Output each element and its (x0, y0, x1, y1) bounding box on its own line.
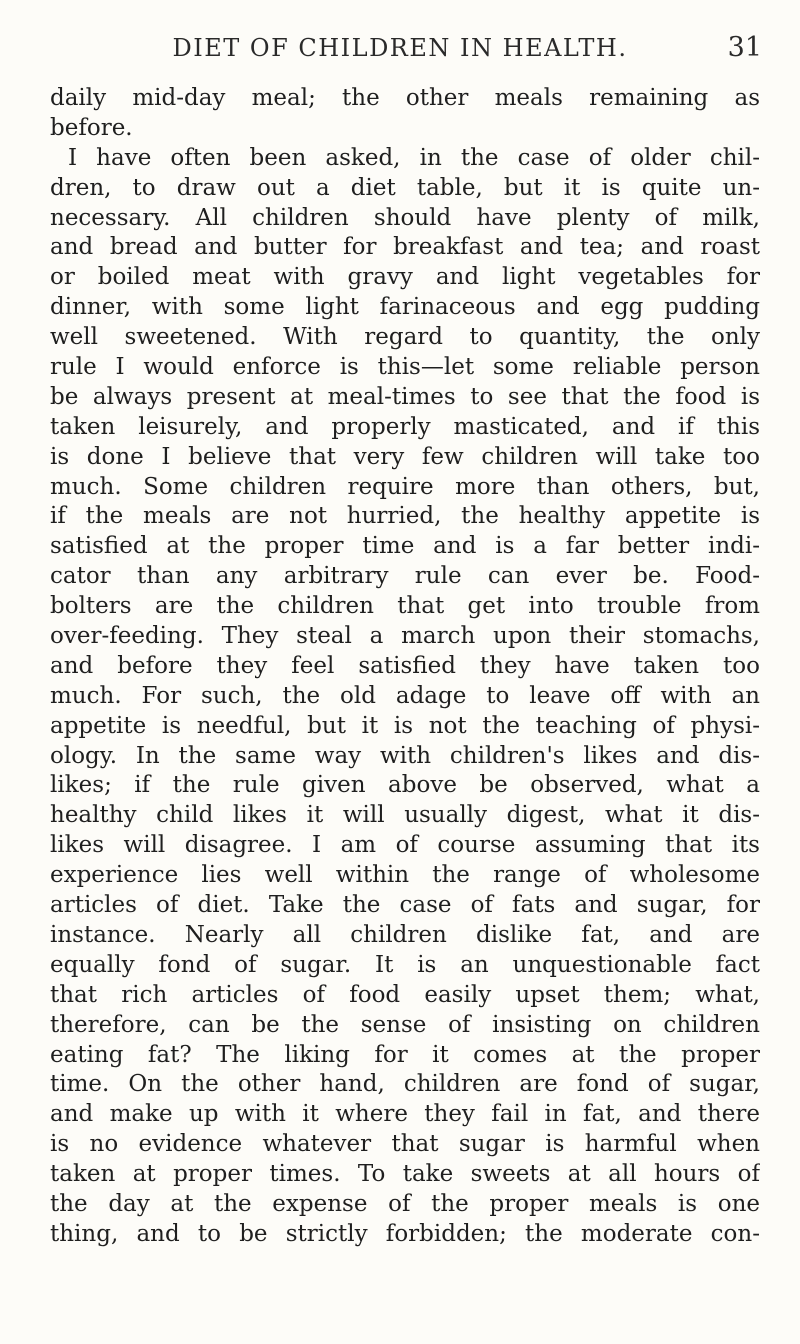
body-text (50, 84, 760, 1250)
text-line: the day at the expense of the proper meals is one (50, 1190, 760, 1217)
text-line: over-feeding. They steal a march upon their stomachs, (50, 623, 760, 650)
text-line: thing, and to be strictly forbidden; the moderate con- (50, 1220, 760, 1247)
text-line: rule I would enforce is this—let some reliable person (50, 354, 760, 381)
text-line: well sweetened. With regard to quantity, the only (50, 324, 760, 351)
text-line: experience lies well within the range of wholesome (50, 862, 760, 889)
text-line: cator than any arbitrary rule can ever be. Food- (50, 563, 760, 590)
text-line: dinner, with some light farinaceous and egg pudding (50, 294, 760, 321)
text-line: be always present at meal-times to see that the food is (50, 383, 760, 410)
text-line: daily mid-day meal; the other meals remaining as (50, 85, 760, 111)
text-line: and before they feel satisfied they have taken too (50, 652, 760, 679)
text-line: much. For such, the old adage to leave off with an (50, 682, 760, 709)
text-line: taken leisurely, and properly masticated, and if this (50, 413, 760, 440)
text-line: dren, to draw out a diet table, but it is quite un- (50, 174, 760, 201)
text-line: time. On the other hand, children are fond of sugar, (50, 1071, 760, 1098)
text-line: is no evidence whatever that sugar is harmful when (50, 1131, 760, 1158)
text-line: therefore, can be the sense of insisting on children (50, 1011, 760, 1038)
text-line: eating fat? The liking for it comes at the proper (50, 1041, 760, 1068)
text-line: necessary. All children should have plenty of milk, (50, 204, 760, 231)
text-line: bolters are the children that get into trouble from (50, 593, 760, 620)
text-line: appetite is needful, but it is not the teaching of physi- (50, 712, 760, 739)
running-head-title: DIET OF CHILDREN IN HEALTH. (172, 34, 628, 62)
page-number: 31 (727, 32, 762, 63)
text-line: that rich articles of food easily upset them; what, (50, 981, 760, 1008)
text-line: or boiled meat with gravy and light vegetables for (50, 264, 760, 291)
text-line: likes will disagree. I am of course assuming that its (50, 832, 760, 859)
text-line: if the meals are not hurried, the healthy appetite is (50, 503, 760, 530)
text-line: equally fond of sugar. It is an unquestionable fact (50, 951, 760, 978)
text-line: articles of diet. Take the case of fats and sugar, for (50, 892, 760, 919)
text-line: and make up with it where they fail in fat, and there (50, 1101, 760, 1128)
text-line: before. (50, 114, 133, 141)
text-line: is done I believe that very few children will take too (50, 443, 760, 470)
text-line: ology. In the same way with children's likes and dis- (50, 742, 760, 769)
text-line: much. Some children require more than others, but, (50, 473, 760, 500)
text-line: healthy child likes it will usually digest, what it dis- (50, 802, 760, 829)
text-line: instance. Nearly all children dislike fat, and are (50, 921, 760, 948)
text-line: taken at proper times. To take sweets at all hours of (50, 1161, 760, 1188)
text-line: likes; if the rule given above be observed, what a (50, 772, 760, 799)
text-line: satisfied at the proper time and is a far better indi- (50, 533, 760, 560)
text-line: I have often been asked, in the case of older chil- (68, 144, 760, 171)
text-line: and bread and butter for breakfast and tea; and roast (50, 234, 760, 261)
